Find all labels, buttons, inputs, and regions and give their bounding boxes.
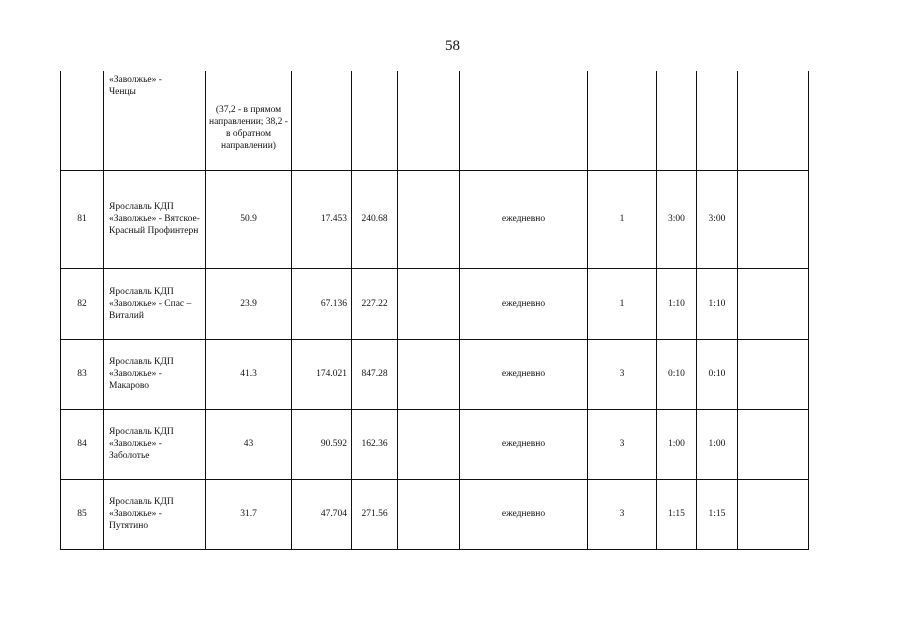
table-row [61,268,809,339]
count: 1 [588,170,657,268]
value-col5: 847.28 [352,339,398,409]
route-length: 31.7 [206,479,292,549]
value-col4: 47.704 [292,479,352,549]
schedule: ежедневно [460,268,588,339]
table-row [61,170,809,268]
count: 3 [588,339,657,409]
route-length: 43 [206,409,292,479]
route-name: Ярославль КДП «Заволжье» - Спас – Виталий [104,268,206,339]
time-backward: 1:15 [697,479,738,549]
time-backward: 1:10 [697,268,738,339]
row-number: 81 [61,170,104,268]
value-col5: 240.68 [352,170,398,268]
time-backward: 1:00 [697,409,738,479]
count: 3 [588,479,657,549]
time-backward: 0:10 [697,339,738,409]
schedule: ежедневно [460,479,588,549]
row-number: 83 [61,339,104,409]
schedule: ежедневно [460,409,588,479]
row-number: 85 [61,479,104,549]
schedule: ежедневно [460,339,588,409]
value-col4: 67.136 [292,268,352,339]
value-col4: 174.021 [292,339,352,409]
route-length: 23.9 [206,268,292,339]
value-col5: 227.22 [352,268,398,339]
count: 1 [588,268,657,339]
value-col5: 271.56 [352,479,398,549]
page-number: 58 [445,38,460,54]
table-row [61,339,809,409]
route-name: «Заволжье» - Ченцы [109,75,162,97]
time-forward: 3:00 [657,170,697,268]
time-forward: 1:00 [657,409,697,479]
route-length: 41.3 [206,339,292,409]
route-name: Ярославль КДП «Заволжье» - Заболотье [104,409,206,479]
length-note-cell [206,71,292,170]
route-name-cell [104,71,206,170]
row-number: 82 [61,268,104,339]
cell-empty [61,71,104,170]
value-col4: 90.592 [292,409,352,479]
table-row [61,409,809,479]
row-number: 84 [61,409,104,479]
count: 3 [588,409,657,479]
value-col5: 162.36 [352,409,398,479]
time-backward: 3:00 [697,170,738,268]
routes-table [60,71,809,550]
route-name: Ярославль КДП «Заволжье» - Макарово [104,339,206,409]
time-forward: 1:15 [657,479,697,549]
route-length: 50.9 [206,170,292,268]
route-name: Ярославль КДП «Заволжье» - Путятино [104,479,206,549]
schedule: ежедневно [460,170,588,268]
time-forward: 1:10 [657,268,697,339]
value-col4: 17.453 [292,170,352,268]
table-row [61,71,809,170]
route-name: Ярославль КДП «Заволжье» - Вятское-Красный Профинтерн [104,170,206,268]
length-note: (37,2 - в прямом направлении; 38,2 - в обратном направлении) [209,104,288,151]
table-row [61,479,809,549]
time-forward: 0:10 [657,339,697,409]
